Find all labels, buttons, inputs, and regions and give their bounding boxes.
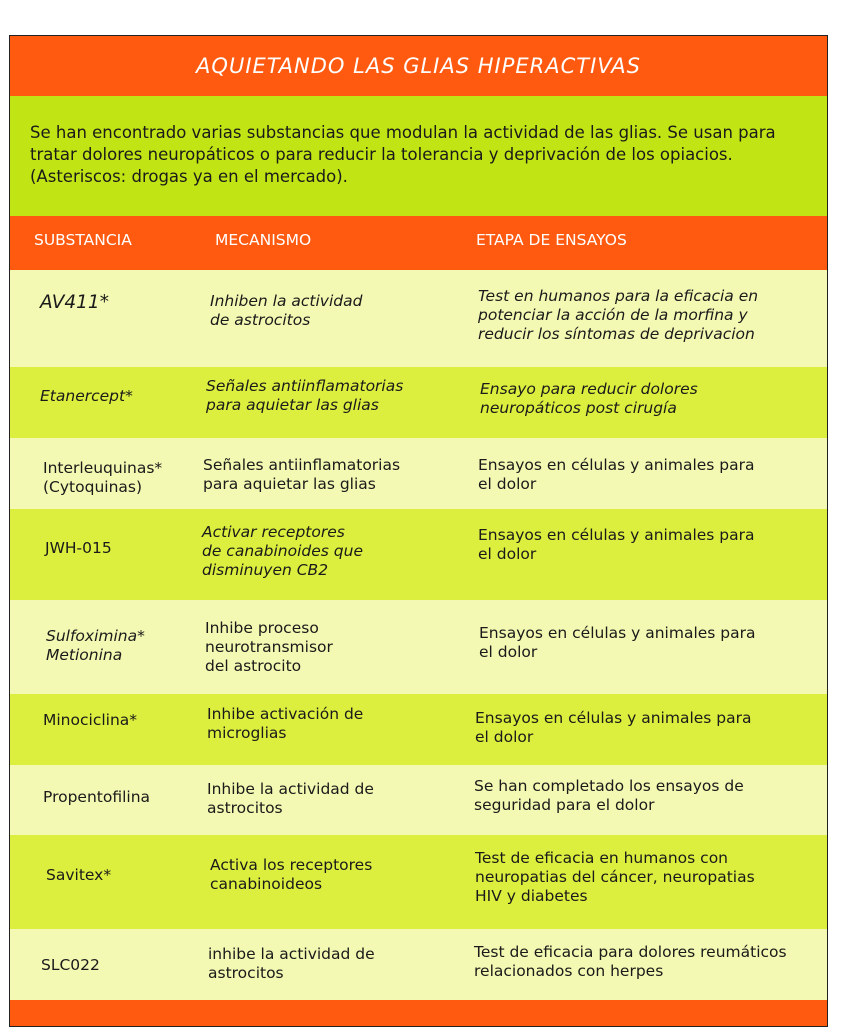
header-mechanism: MECANISMO xyxy=(215,231,312,249)
table-row-propentofilina xyxy=(10,765,827,835)
table-row-etanercept xyxy=(10,367,827,438)
mechanism-cell: Activar receptores de canabinoides que disminuyen CB2 xyxy=(202,523,363,579)
table-row-jwh015 xyxy=(10,509,827,600)
substance-cell: JWH-015 xyxy=(45,539,112,557)
substance-cell: Sulfoximina* Metionina xyxy=(46,627,145,664)
mechanism-cell: Señales antiinflamatorias para aquietar las glias xyxy=(206,377,404,414)
stage-cell: Ensayo para reducir dolores neuropáticos post cirugía xyxy=(480,380,698,417)
substance-cell: Minociclina* xyxy=(43,711,138,729)
table-row-savitex xyxy=(10,835,827,929)
mechanism-cell: Inhiben la actividad de astrocitos xyxy=(210,292,363,329)
table-title: AQUIETANDO LAS GLIAS HIPERACTIVAS xyxy=(196,54,641,78)
mechanism-cell: Señales antiinflamatorias para aquietar las glias xyxy=(203,456,401,493)
substance-cell: Savitex* xyxy=(46,866,112,884)
table-row-av411 xyxy=(10,270,827,367)
stage-cell: Ensayos en células y animales para el dolor xyxy=(479,624,756,661)
mechanism-cell: inhibe la actividad de astrocitos xyxy=(208,945,375,982)
substance-cell: Propentofilina xyxy=(43,788,151,806)
table-header xyxy=(10,216,827,270)
mechanism-cell: Activa los receptores canabinoideos xyxy=(210,856,373,893)
table-row-interleuquinas xyxy=(10,438,827,509)
stage-cell: Test de eficacia para dolores reumáticos relacionados con herpes xyxy=(474,943,787,980)
header-substance: SUBSTANCIA xyxy=(34,231,132,249)
glia-table-card xyxy=(9,35,828,1027)
substance-cell: Etanercept* xyxy=(40,387,133,405)
mechanism-cell: Inhibe la actividad de astrocitos xyxy=(207,780,374,817)
stage-cell: Ensayos en células y animales para el dolor xyxy=(475,709,752,746)
substance-cell: Interleuquinas* (Cytoquinas) xyxy=(43,459,163,496)
stage-cell: Ensayos en células y animales para el dolor xyxy=(478,456,755,493)
stage-cell: Se han completado los ensayos de seguridad para el dolor xyxy=(474,777,744,814)
table-row-minociclina xyxy=(10,694,827,765)
stage-cell: Test de eficacia en humanos con neuropatias del cáncer, neuropatias HIV y diabetes xyxy=(475,849,755,905)
stage-cell: Ensayos en células y animales para el dolor xyxy=(478,526,755,563)
substance-cell: AV411* xyxy=(40,292,109,313)
mechanism-cell: Inhibe proceso neurotransmisor del astrocito xyxy=(205,619,333,675)
stage-cell: Test en humanos para la eficacia en potenciar la acción de la morfina y reducir los síntomas de deprivacion xyxy=(478,287,759,343)
mechanism-cell: Inhibe activación de microglias xyxy=(207,705,364,742)
substance-cell: SLC022 xyxy=(41,956,100,974)
table-row-slc022 xyxy=(10,929,827,1000)
table-row-sulfoximina xyxy=(10,600,827,694)
header-stage: ETAPA DE ENSAYOS xyxy=(476,231,627,249)
intro-text: Se han encontrado varias substancias que modulan la actividad de las glias. Se usan para tratar dolores neuropáticos o para reducir la tolerancia y deprivación de los opiacios. (Asteriscos: drogas ya en el mercado). xyxy=(10,96,827,216)
